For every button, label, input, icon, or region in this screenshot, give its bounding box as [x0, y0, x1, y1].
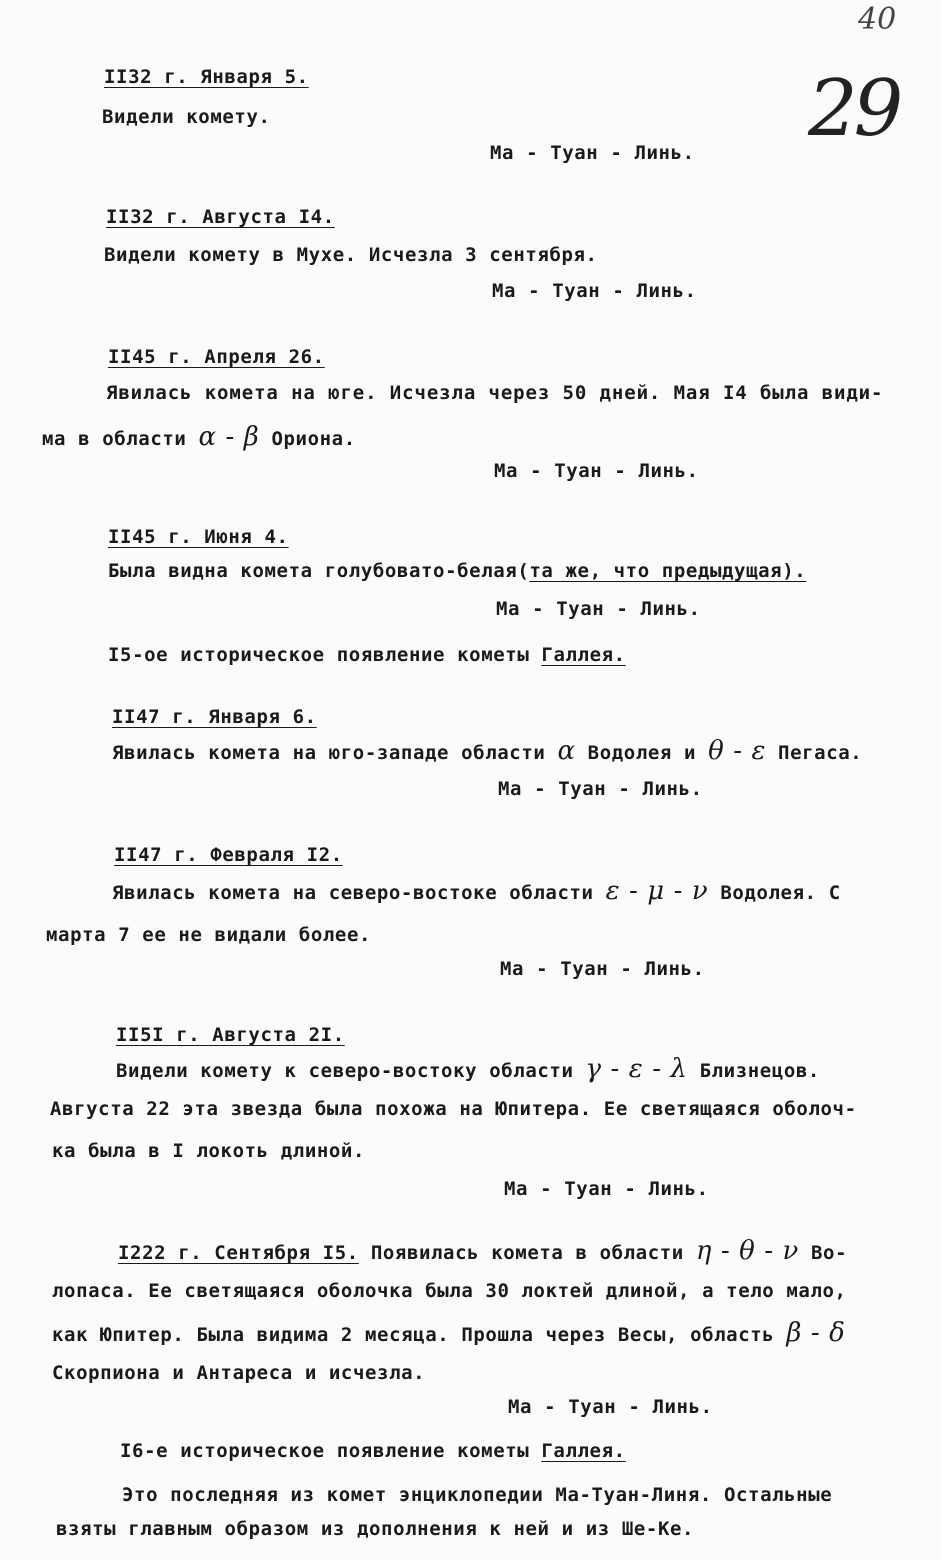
underlined-text: та же, что предыдущая).: [529, 560, 807, 582]
entry-text: [116, 1056, 820, 1082]
entry-heading: II45 г. Апреля 26.: [108, 346, 325, 368]
text-segment: Пегаса.: [778, 742, 863, 764]
text-segment: ма в области: [42, 428, 187, 450]
greek-stars: ε - μ - ν: [605, 876, 709, 906]
entry-text: Видели комету.: [102, 106, 271, 128]
pencil-page-number: 40: [858, 2, 897, 37]
text-segment: Близнецов.: [699, 1060, 820, 1082]
entry-text: [52, 1320, 845, 1346]
greek-stars: γ - ε - λ: [585, 1054, 688, 1084]
entry-text: [42, 424, 356, 450]
text-segment: Явилась комета на северо-востоке области: [112, 882, 594, 904]
text-segment: Водолея и: [587, 742, 697, 764]
entry-heading: II45 г. Июня 4.: [108, 526, 289, 548]
text-segment: Ориона.: [271, 428, 356, 450]
entry-text: Августа 22 эта звезда была похожа на Юпитера. Ее светящаяся оболоч-: [50, 1098, 857, 1120]
greek-stars: α: [557, 736, 576, 766]
text-segment: I6-е историческое появление кометы: [120, 1440, 530, 1462]
entry-text: Видели комету в Мухе. Исчезла 3 сентября.: [104, 244, 598, 266]
entry-signature: Ма - Туан - Линь.: [500, 958, 705, 980]
text-segment: I5-ое историческое появление кометы: [108, 644, 530, 666]
ink-page-number: 29: [808, 64, 900, 154]
entry-text: [108, 560, 806, 582]
entry-signature: Ма - Туан - Линь.: [494, 460, 699, 482]
entry-text: [118, 1238, 847, 1264]
comet-name: Галлея.: [541, 644, 626, 666]
entry-heading: II5I г. Августа 2I.: [116, 1024, 345, 1046]
greek-stars: β - δ: [786, 1318, 846, 1348]
text-segment: Появилась комета в области: [370, 1242, 684, 1264]
closing-text: Это последняя из комет энциклопедии Ма-Туан-Линя. Остальные: [122, 1484, 833, 1506]
text-segment: Явилась комета на юго-западе области: [112, 742, 546, 764]
entry-heading: II47 г. Февраля I2.: [114, 844, 343, 866]
entry-text: [112, 738, 862, 764]
entry-text: лопаса. Ее светящаяся оболочка была 30 локтей длиной, а тело мало,: [52, 1280, 847, 1302]
text-segment: Была видна комета голубовато-белая(: [108, 560, 530, 582]
entry-signature: Ма - Туан - Линь.: [498, 778, 703, 800]
historical-note: [120, 1440, 626, 1462]
entry-signature: Ма - Туан - Линь.: [496, 598, 701, 620]
entry-text: [112, 878, 841, 904]
text-segment: как Юпитер. Была видима 2 месяца. Прошла через Весы, область: [52, 1324, 775, 1346]
historical-note: [108, 644, 626, 666]
greek-stars: η - θ - ν: [695, 1236, 799, 1266]
text-segment: Во-: [811, 1242, 848, 1264]
entry-signature: Ма - Туан - Линь.: [492, 280, 697, 302]
text-segment: Видели комету к северо-востоку области: [116, 1060, 574, 1082]
entry-signature: Ма - Туан - Линь.: [490, 142, 695, 164]
text-segment: Водолея. С: [720, 882, 841, 904]
entry-heading: I222 г. Сентября I5.: [118, 1242, 359, 1264]
entry-text: ка была в I локоть длиной.: [52, 1140, 366, 1162]
entry-signature: Ма - Туан - Линь.: [508, 1396, 713, 1418]
entry-heading: II47 г. Января 6.: [112, 706, 317, 728]
entry-text: марта 7 ее не видали более.: [46, 924, 372, 946]
greek-stars: θ - ε: [708, 736, 766, 766]
greek-stars: α - β: [198, 422, 260, 452]
entry-heading: II32 г. Августа I4.: [106, 206, 335, 228]
entry-text: Явилась комета на юге. Исчезла через 50 дней. Мая I4 была види-: [106, 382, 884, 404]
entry-heading: II32 г. Января 5.: [104, 66, 309, 88]
closing-text: взяты главным образом из дополнения к ней и из Ше-Ке.: [56, 1518, 695, 1540]
entry-text: Скорпиона и Антареса и исчезла.: [52, 1362, 426, 1384]
entry-signature: Ма - Туан - Линь.: [504, 1178, 709, 1200]
comet-name: Галлея.: [541, 1440, 626, 1462]
